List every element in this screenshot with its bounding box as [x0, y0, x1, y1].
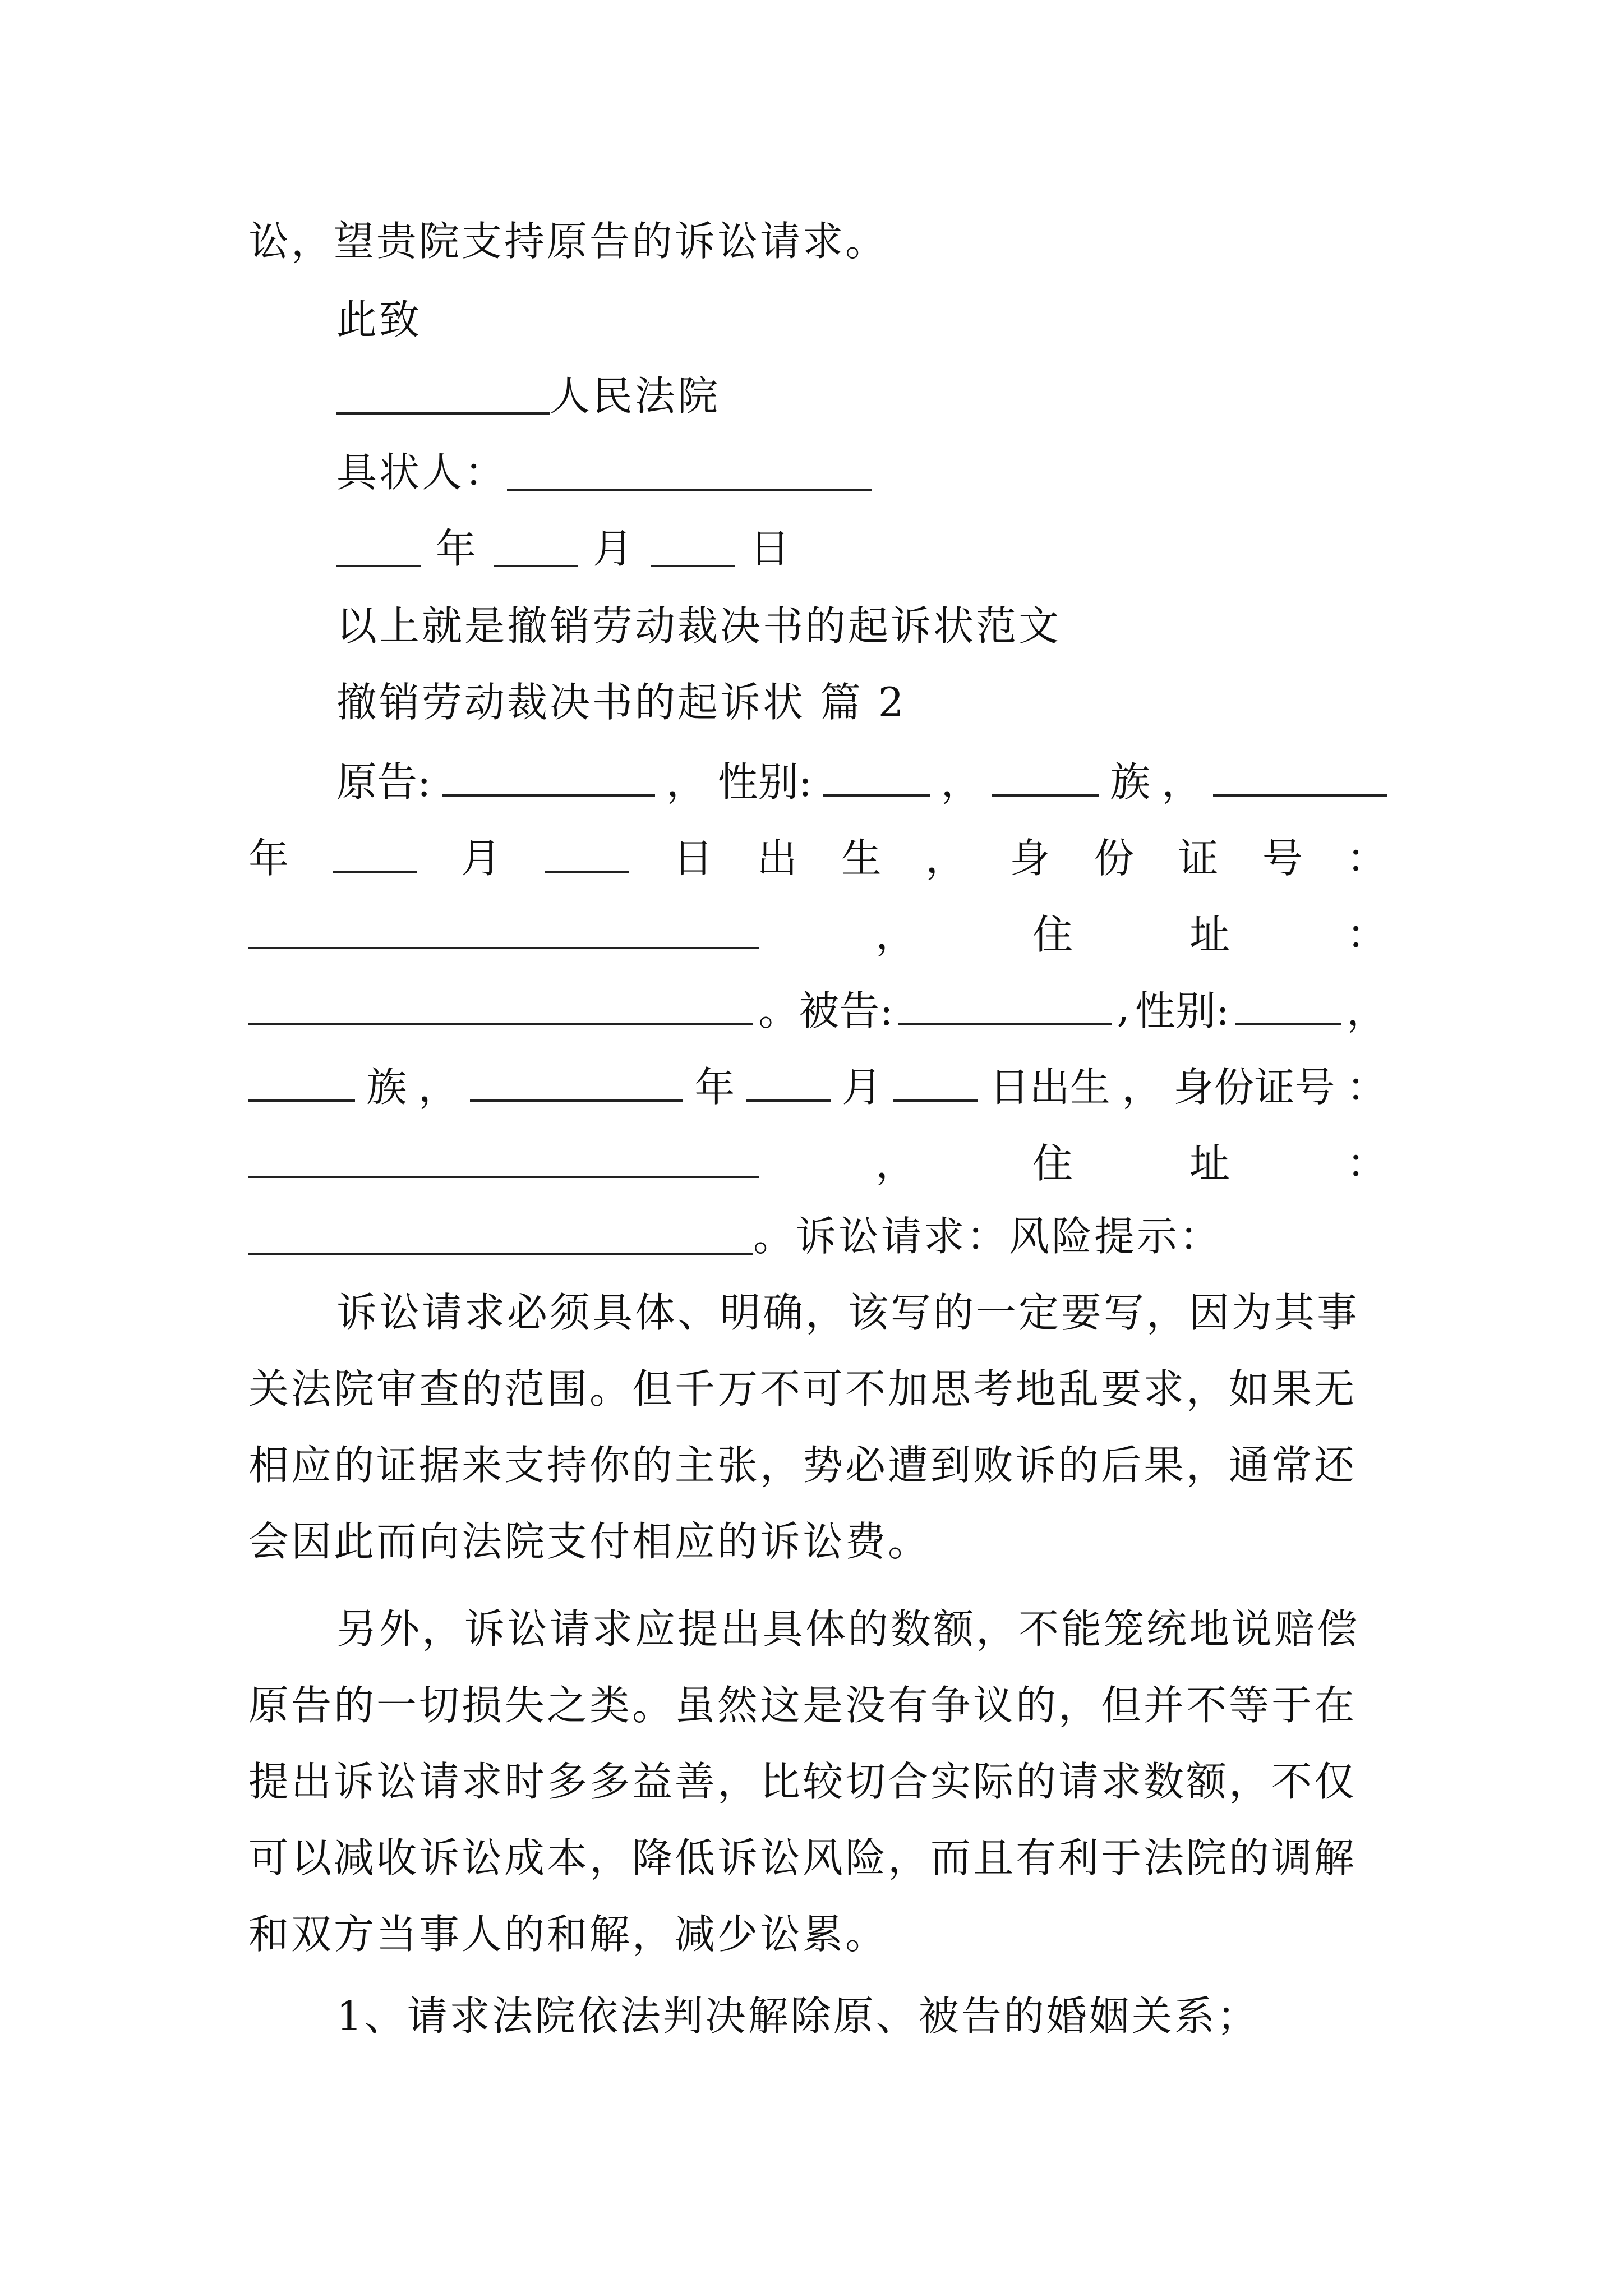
paragraph-line: 关法院审查的范围。但千万不可不加思考地乱要求，如果无 [248, 1365, 1357, 1412]
section-heading: 撤销劳动裁决书的起诉状 篇 2 [336, 679, 906, 726]
paragraph-line: 诉讼请求必须具体、明确，该写的一定要写，因为其事 [336, 1289, 1360, 1336]
claims-line: 。诉讼请求：风险提示： [248, 1208, 1222, 1264]
date-line: 年 月 日 [336, 521, 792, 577]
paragraph-line: 提出诉讼请求时多多益善，比较切合实际的请求数额，不仅 [248, 1758, 1357, 1805]
paragraph-line: 原告的一切损失之类。虽然这是没有争议的，但并不等于在 [248, 1682, 1357, 1729]
text-line: 讼，望贵院支持原告的诉讼请求。 [248, 218, 888, 265]
defendant-address-line: ， 住 址 ： [248, 1132, 1387, 1188]
blank-field [507, 455, 872, 491]
defendant-line: 。被告: , 性别: ， [248, 979, 1387, 1036]
court-line: 人民法院 [336, 368, 720, 424]
signer-line: 具状人： [336, 444, 872, 500]
claim-item: 1、请求法院依法判决解除原、被告的婚姻关系； [336, 1993, 1260, 2040]
plaintiff-line: 原告: ， 性别: ， 族 ， [336, 751, 1387, 807]
paragraph-line: 和双方当事人的和解，减少讼累。 [248, 1911, 888, 1958]
paragraph-line: 会因此而向法院支付相应的诉讼费。 [248, 1518, 931, 1565]
blank-field [336, 379, 550, 415]
birth-id-line: 年 月 日 出 生 ， 身 份 证 号 ： [248, 835, 1387, 882]
paragraph-line: 另外，诉讼请求应提出具体的数额，不能笼统地说赔偿 [336, 1605, 1360, 1653]
address-line: ， 住 址 ： [248, 903, 1387, 959]
salutation: 此致 [336, 296, 422, 343]
closing-note: 以上就是撤销劳动裁决书的起诉状范文 [336, 602, 1062, 650]
paragraph-line: 相应的证据来支持你的主张，势必遭到败诉的后果，通常还 [248, 1442, 1357, 1489]
defendant-birth-line: 族 ， 年 月 日出生 ， 身份证号 ： [248, 1056, 1387, 1112]
paragraph-line: 可以减收诉讼成本，降低诉讼风险，而且有利于法院的调解 [248, 1834, 1357, 1881]
